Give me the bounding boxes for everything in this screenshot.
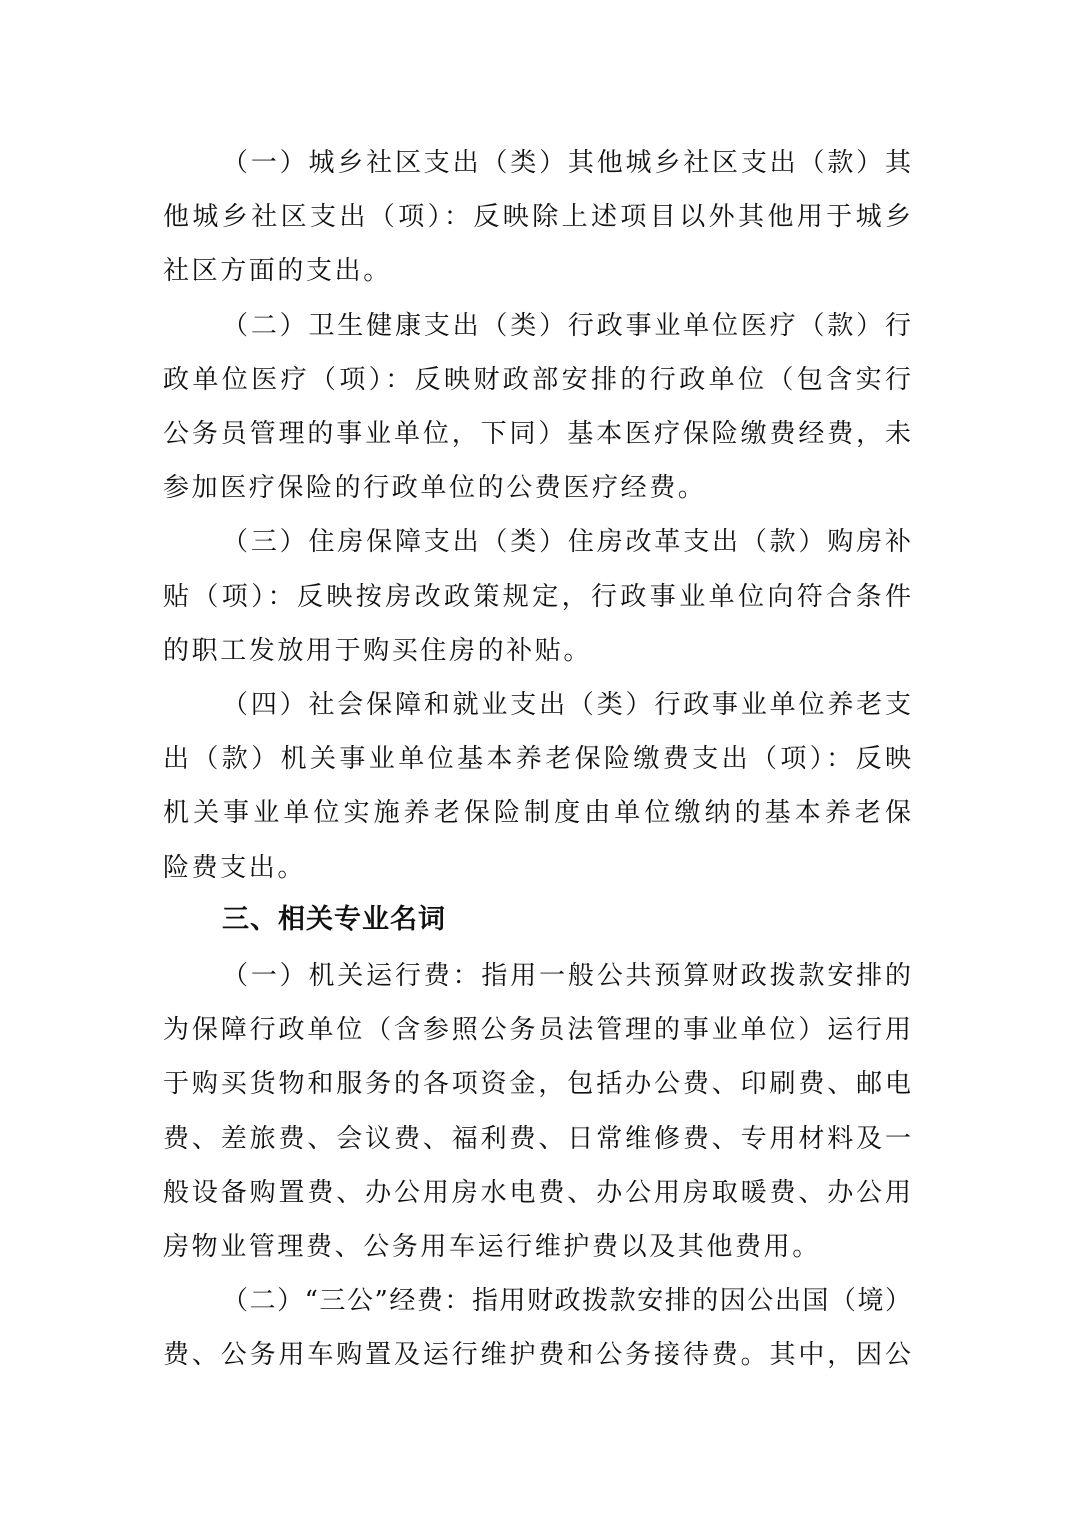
paragraph-line: 公务员管理的事业单位，下同）基本医疗保险缴费经费，未	[163, 419, 911, 449]
paragraph-line: 房物业管理费、公务用车运行维护费以及其他费用。	[163, 1232, 821, 1262]
paragraph-line: （二）卫生健康支出（类）行政事业单位医疗（款）行	[222, 311, 911, 341]
section-heading: 三、相关专业名词	[222, 904, 446, 935]
paragraph-line: 费、差旅费、会议费、福利费、日常维修费、专用材料及一	[163, 1124, 911, 1154]
paragraph-line: 般设备购置费、办公用房水电费、办公用房取暖费、办公用	[163, 1178, 911, 1208]
paragraph-line: 于购买货物和服务的各项资金，包括办公费、印刷费、邮电	[163, 1069, 911, 1099]
paragraph-line: 费、公务用车购置及运行维护费和公务接待费。其中，因公	[163, 1340, 911, 1370]
paragraph-line: 出（款）机关事业单位基本养老保险缴费支出（项）：反映	[163, 744, 911, 774]
paragraph-line: 他城乡社区支出（项）：反映除上述项目以外其他用于城乡	[163, 202, 911, 232]
paragraph-line: （一）机关运行费：指用一般公共预算财政拨款安排的	[222, 961, 911, 991]
paragraph-line: 政单位医疗（项）：反映财政部安排的行政单位（包含实行	[163, 365, 911, 395]
paragraph-line: （四）社会保障和就业支出（类）行政事业单位养老支	[222, 690, 911, 720]
paragraph-line: （三）住房保障支出（类）住房改革支出（款）购房补	[222, 527, 911, 557]
paragraph-line: （一）城乡社区支出（类）其他城乡社区支出（款）其	[222, 148, 911, 178]
paragraph-line: 的职工发放用于购买住房的补贴。	[163, 636, 593, 666]
paragraph-line: 为保障行政单位（含参照公务员法管理的事业单位）运行用	[163, 1015, 911, 1045]
paragraph-line: 机关事业单位实施养老保险制度由单位缴纳的基本养老保	[163, 798, 911, 828]
paragraph-line: 险费支出。	[163, 853, 307, 883]
paragraph-line: 参加医疗保险的行政单位的公费医疗经费。	[163, 473, 707, 503]
paragraph-line: （二）“三公”经费：指用财政拨款安排的因公出国（境）	[222, 1286, 911, 1316]
paragraph-line: 社区方面的支出。	[163, 256, 392, 286]
paragraph-line: 贴（项）：反映按房改政策规定，行政事业单位向符合条件	[163, 582, 911, 612]
